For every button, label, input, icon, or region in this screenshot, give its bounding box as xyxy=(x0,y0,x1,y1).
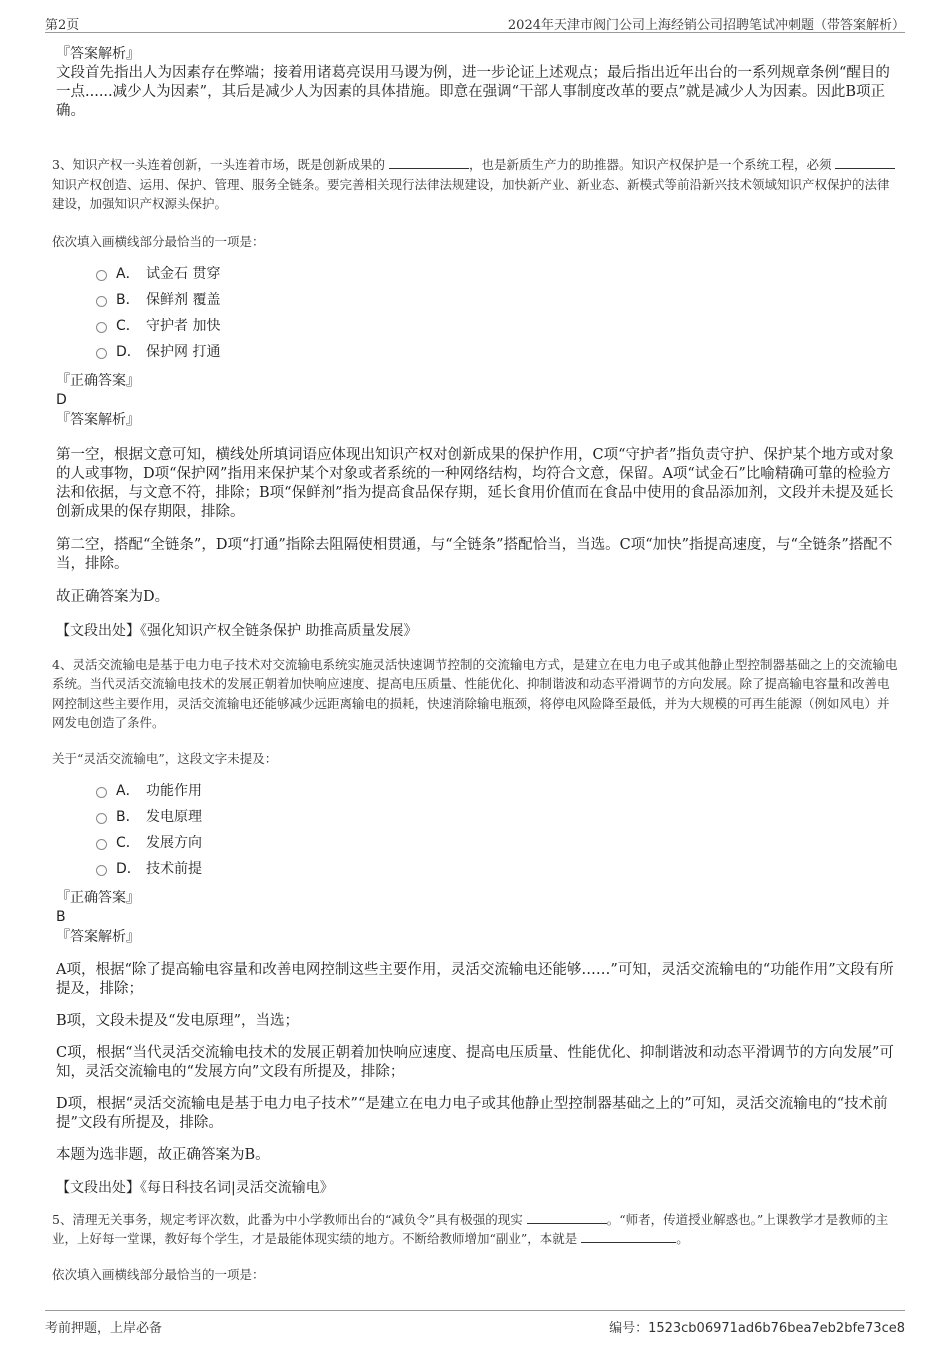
q4-option-a[interactable]: A． 功能作用 xyxy=(96,778,898,804)
q4-option-d[interactable]: D． 技术前提 xyxy=(96,856,898,882)
q4-source xyxy=(56,1178,898,1198)
page-footer xyxy=(45,1310,905,1336)
q3-analysis-p1: 第一空，根据文意可知，横线处所填词语应体现出知识产权对创新成果的保护作用，C项“守护者”指负责守护、保护某个地方或对象的人或事物，D项“保护网”指用来保护某个对象或者系统的一种网络结构，均符合文意，保留。A项“试金石”比喻精确可靠的检验方法和依据，与文意不符，排除；B项“保鲜剂”指为提高食品保存期，延长食用价值而在食品中使用的食品添加剂，文段并未提及延长创新成果的保存期限，排除。 xyxy=(56,446,894,520)
q3-option-d[interactable]: D． 保护网 打通 xyxy=(96,339,898,365)
page-content xyxy=(52,44,898,1284)
q4-source-label: 【文段出处】 xyxy=(56,1179,140,1196)
q3-option-a[interactable]: A． 试金石 贯穿 xyxy=(96,261,898,287)
q3-option-c[interactable]: C． 守护者 加快 xyxy=(96,313,898,339)
q3-source-title: 《强化知识产权全链条保护 助推高质量发展》 xyxy=(140,622,418,639)
q3-stem-part2: ，也是新质生产力的助推器。知识产权保护是一个系统工程，必须 xyxy=(468,157,832,172)
q3-blank-2 xyxy=(835,155,895,169)
q4-option-b[interactable]: B． 发电原理 xyxy=(96,804,898,830)
q5-stem-part3: 。 xyxy=(676,1231,689,1246)
q4-option-c[interactable]: C． 发展方向 xyxy=(96,830,898,856)
radio-icon[interactable] xyxy=(96,296,107,307)
q3-stem-part1: 3、知识产权一头连着创新，一头连着市场，既是创新成果的 xyxy=(52,157,385,172)
radio-icon[interactable] xyxy=(96,839,107,850)
radio-icon[interactable] xyxy=(96,813,107,824)
q4-instruction: 关于“灵活交流输电”，这段文字未提及： xyxy=(52,750,278,766)
q4-analysis-p5: 本题为选非题，故正确答案为B。 xyxy=(56,1146,270,1163)
q3-blank-1 xyxy=(389,155,469,169)
q5-blank-1 xyxy=(527,1210,607,1224)
q2-analysis-text: 文段首先指出人为因素存在弊端；接着用诸葛亮误用马谡为例，进一步论证上述观点；最后指出近年出台的一系列规章条例“醒目的一点......减少人为因素”，其后是减少人为因素的具体措施。即意在强调“干部人事制度改革的要点”就是减少人为因素。因此B项正确。 xyxy=(56,65,890,119)
q4-options xyxy=(56,778,898,882)
q3-analysis-label: 『答案解析』 xyxy=(56,411,140,428)
q5-stem-part1: 5、清理无关事务，规定考评次数，此番为中小学教师出台的“减负令”具有极强的现实 xyxy=(52,1211,523,1227)
q4-analysis-p4: D项，根据“灵活交流输电是基于电力电子技术”“是建立在电力电子或其他静止型控制器基础之上的”可知，灵活交流输电的“技术前提”文段有所提及，排除。 xyxy=(56,1095,888,1131)
radio-icon[interactable] xyxy=(96,865,107,876)
q4-analysis-p3: C项，根据“当代灵活交流输电技术的发展正朝着加快响应速度、提高电压质量、性能优化、抑制谐波和动态平滑调节的方向发展”可知，灵活交流输电的“发展方向”文段有所提及，排除； xyxy=(56,1044,894,1080)
q5-blank-2 xyxy=(581,1229,676,1243)
q3-correct-label: 『正确答案』 xyxy=(56,372,140,389)
radio-icon[interactable] xyxy=(96,322,107,333)
q4-analysis-label: 『答案解析』 xyxy=(56,928,140,945)
q3-analysis-p2: 第二空，搭配“全链条”，D项“打通”指除去阻隔使相贯通，与“全链条”搭配恰当，当选。C项“加快”指提高速度，与“全链条”搭配不当，排除。 xyxy=(56,536,893,572)
document-code: 编号：1523cb06971ad6b76bea7eb2bfe73ce8 xyxy=(609,1321,905,1336)
q3-answer: D xyxy=(56,391,67,408)
page-header xyxy=(45,12,905,33)
q3-source xyxy=(56,621,898,641)
q4-source-title: 《每日科技名词|灵活交流输电》 xyxy=(140,1179,334,1196)
q3-options xyxy=(56,261,898,365)
q3-stem-part3: 知识产权创造、运用、保护、管理、服务全链条。要完善相关现行法律法规建设，加快新产业、新业态、新模式等前沿新兴技术领域知识产权保护的法律建设，加强知识产权源头保护。 xyxy=(52,176,890,211)
radio-icon[interactable] xyxy=(96,787,107,798)
q3-stem xyxy=(52,155,898,214)
document-title: 2024年天津市阀门公司上海经销公司招聘笔试冲刺题（带答案解析） xyxy=(507,18,905,33)
q4-analysis-p2: B项，文段未提及“发电原理”，当选； xyxy=(56,1012,299,1029)
q3-analysis-p3: 故正确答案为D。 xyxy=(56,588,170,605)
footer-slogan: 考前押题，上岸必备 xyxy=(45,1321,163,1336)
q4-analysis-p1: A项，根据“除了提高输电容量和改善电网控制这些主要作用，灵活交流输电还能够……”可知，灵活交流输电的“功能作用”文段有所提及，排除； xyxy=(56,961,894,997)
q4-answer: B xyxy=(56,908,66,925)
q3-source-label: 【文段出处】 xyxy=(56,622,140,639)
q5-stem xyxy=(52,1210,898,1249)
q2-analysis-label: 『答案解析』 xyxy=(56,46,140,62)
radio-icon[interactable] xyxy=(96,348,107,359)
page-number: 第2页 xyxy=(45,18,80,33)
q3-option-b[interactable]: B． 保鲜剂 覆盖 xyxy=(96,287,898,313)
q4-stem: 4、灵活交流输电是基于电力电子技术对交流输电系统实施灵活快速调节控制的交流输电方式，是建立在电力电子或其他静止型控制器基础之上的交流输电系统。当代灵活交流输电技术的发展正朝着加快响应速度、提高电压质量、性能优化、抑制谐波和动态平滑调节的方向发展。除了提高输电容量和改善电网控制这些主要作用，灵活交流输电还能够减少远距离输电的损耗，快速消除输电瓶颈，将停电风险降至最低，并为大规模的可再生能源（例如风电）并网发电创造了条件。 xyxy=(52,656,898,730)
q5-stem-part2: 。“师者，传道授业解惑也。”上课教学才是教师的主业，上好每一堂课，教好每个学生，才是最能体现实绩的地方。不断给教师增加“副业”，本就是 xyxy=(52,1211,889,1246)
q4-correct-label: 『正确答案』 xyxy=(56,889,140,906)
q3-instruction: 依次填入画横线部分最恰当的一项是： xyxy=(52,233,265,249)
radio-icon[interactable] xyxy=(96,270,107,281)
q5-instruction: 依次填入画横线部分最恰当的一项是： xyxy=(52,1266,265,1282)
